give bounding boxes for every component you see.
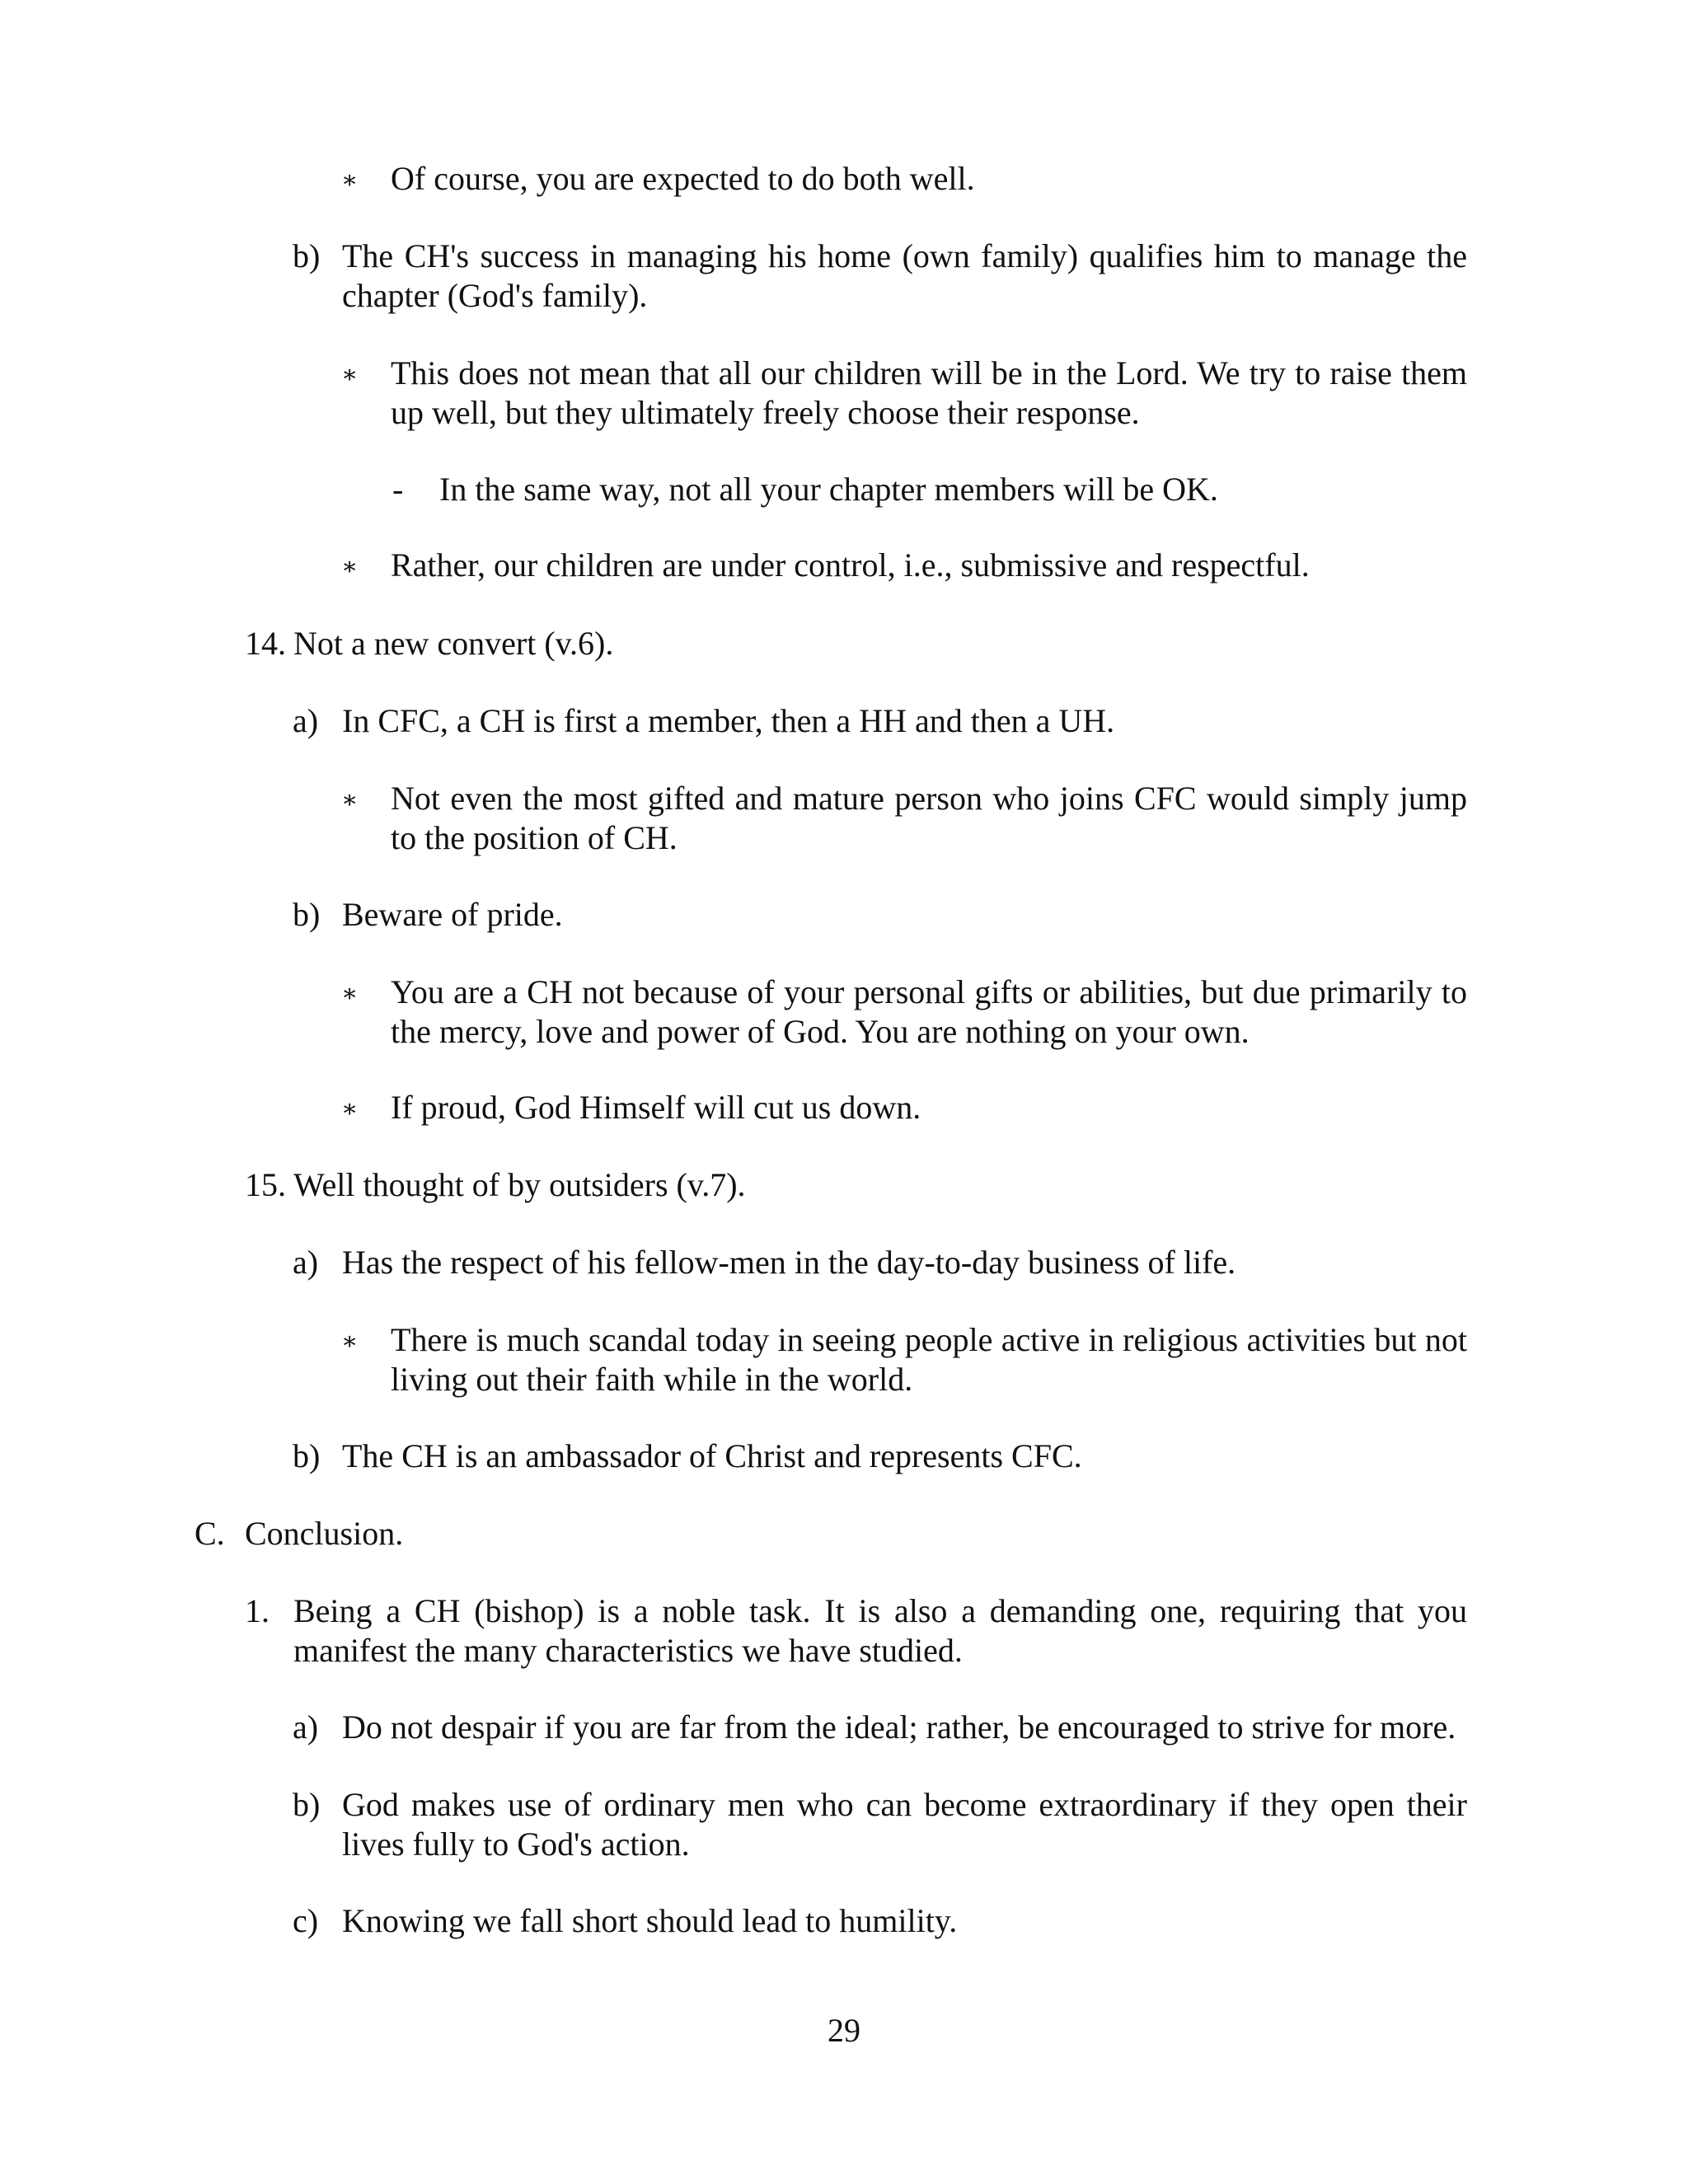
bullet-star: ∗ [341,166,359,194]
bullet-text: Rather, our children are under control, i.e., submissive and respectful. [391,546,1310,583]
page-number: 29 [828,2012,860,2049]
list-marker: b) [293,896,321,933]
list-marker: b) [293,1786,321,1823]
list-item-text: Beware of pride. [342,896,563,933]
list-item-text: Being a CH (bishop) is a noble task. It is also a demanding one, requiring that you manifest the many characteristics we have studied. [293,1592,1467,1669]
bullet-text: If proud, God Himself will cut us down. [391,1089,921,1126]
bullet-text: You are a CH not because of your personal gifts or abilities, but due primarily to the mercy, love and power of God. You are nothing on your own. [391,973,1467,1050]
list-item-text: Knowing we fall short should lead to humility. [342,1902,958,1939]
section-heading: Conclusion. [245,1515,404,1552]
list-marker: c) [293,1902,319,1939]
list-item-text: God makes use of ordinary men who can become extraordinary if they open their lives fully to God's action. [342,1786,1467,1863]
list-item-text: In CFC, a CH is first a member, then a HH and then a UH. [342,702,1115,739]
list-marker: b) [293,237,321,274]
bullet-star: ∗ [341,786,359,813]
list-marker: b) [293,1437,321,1474]
list-marker: a) [293,702,319,739]
list-marker: 14. [245,625,286,662]
bullet-star: ∗ [341,1328,359,1355]
bullet-text: Of course, you are expected to do both well. [391,160,975,197]
dash-text: In the same way, not all your chapter members will be OK. [439,471,1218,508]
list-marker: a) [293,1708,319,1746]
bullet-text: There is much scandal today in seeing people active in religious activities but not living out their faith while in the world. [391,1321,1467,1398]
bullet-text: Not even the most gifted and mature person who joins CFC would simply jump to the position of CH. [391,780,1467,856]
list-item-text: The CH is an ambassador of Christ and represents CFC. [342,1437,1082,1474]
list-item-text: The CH's success in managing his home (own family) qualifies him to manage the chapter (God's family). [342,237,1467,314]
list-marker: a) [293,1244,319,1281]
list-item-text: Not a new convert (v.6). [293,625,614,662]
section-marker: C. [195,1515,225,1552]
bullet-star: ∗ [341,553,359,580]
dash-marker: - [392,471,404,508]
list-marker: 15. [245,1166,286,1203]
bullet-star: ∗ [341,361,359,388]
list-item-text: Well thought of by outsiders (v.7). [293,1166,746,1203]
bullet-star: ∗ [341,980,359,1007]
bullet-text: This does not mean that all our children will be in the Lord. We try to raise them up well, but they ultimately freely choose their response. [391,354,1467,431]
list-item-text: Do not despair if you are far from the ideal; rather, be encouraged to strive for more. [342,1708,1456,1746]
list-item-text: Has the respect of his fellow-men in the day-to-day business of life. [342,1244,1236,1281]
bullet-star: ∗ [341,1095,359,1122]
list-marker: 1. [245,1592,270,1629]
